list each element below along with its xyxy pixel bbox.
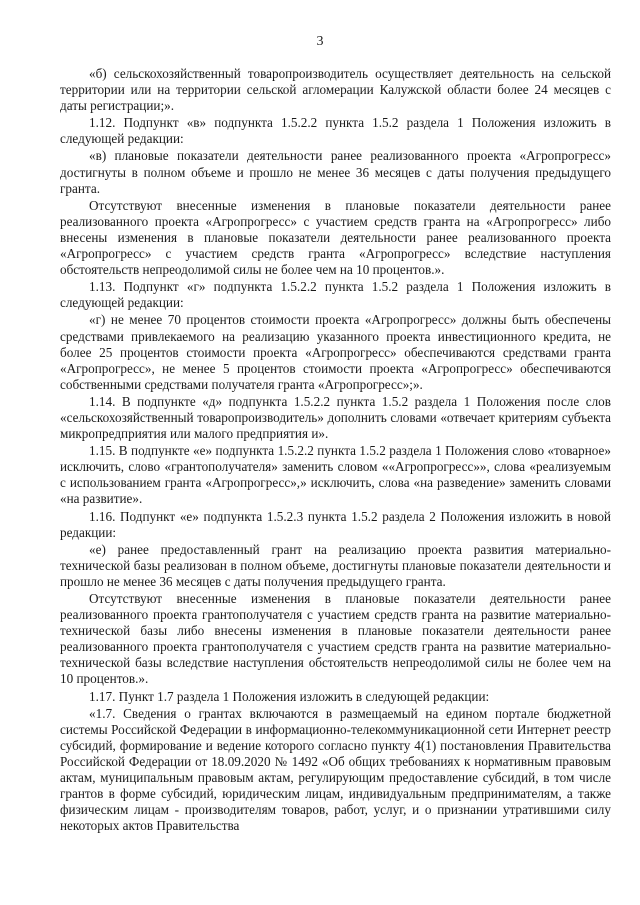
paragraph-b-condition: «б) сельскохозяйственный товаропроизводитель осуществляет деятельность на сельской территории или на территории сельской агломерации Калужской области более 24 месяцев с даты регистрации;».: [60, 66, 611, 114]
paragraph-1-15: 1.15. В подпункте «е» подпункта 1.5.2.2 пункта 1.5.2 раздела 1 Положения слово «товарное» исключить, слово «грантополучателя» заменить словом ««Агропрогресс»», слова «реализуемым с использованием гранта «Агропрогресс»,» исключить, слова «на разведение» заменить словами «на развитие».: [60, 443, 611, 507]
paragraph-1-7-text: «1.7. Сведения о грантах включаются в размещаемый на едином портале бюджетной системы Российской Федерации в информационно-телекоммуникационной сети Интернет реестр субсидий, формирование и ведение которого согласно пункту 4(1) постановления Правительства Российской Федерации от 18.09.2020 № 1492 «Об общих требованиях к нормативным правовым актам, муниципальным правовым актам, регулирующим предоставление субсидий, в том числе грантов в форме субсидий, юридическим лицам, индивидуальным предпринимателям, а также физическим лицам - производителям товаров, работ, услуг, и о признании утратившими силу некоторых актов Правительства: [60, 705, 611, 834]
paragraph-1-16: 1.16. Подпункт «е» подпункта 1.5.2.3 пункта 1.5.2 раздела 2 Положения изложить в новой редакции:: [60, 508, 611, 540]
paragraph-e-changes: Отсутствуют внесенные изменения в плановые показатели деятельности ранее реализованного проекта грантополучателя с участием средств гранта на развитие материально-технической базы либо внесены изменения в плановые показатели деятельности ранее реализованного проекта грантополучателя с участием средств гранта на развитие материально-технической базы вследствие наступления обстоятельств непреодолимой силы не более чем на 10 процентов.».: [60, 591, 611, 687]
paragraph-1-17: 1.17. Пункт 1.7 раздела 1 Положения изложить в следующей редакции:: [89, 688, 490, 704]
paragraph-1-12: 1.12. Подпункт «в» подпункта 1.5.2.2 пункта 1.5.2 раздела 1 Положения изложить в следующей редакции:: [60, 115, 611, 147]
paragraph-g-condition: «г) не менее 70 процентов стоимости проекта «Агропрогресс» должны быть обеспечены средствами привлекаемого на реализацию указанного проекта инвестиционного кредита, не более 25 процентов стоимости проекта «Агропрогресс» обеспечиваются средствами гранта «Агропрогресс», не менее 5 процентов стоимости проекта «Агропрогресс» обеспечиваются собственными средствами получателя гранта «Агропрогресс»;».: [60, 312, 611, 392]
paragraph-1-13: 1.13. Подпункт «г» подпункта 1.5.2.2 пункта 1.5.2 раздела 1 Положения изложить в следующей редакции:: [60, 279, 611, 311]
document-body: [60, 66, 611, 834]
paragraph-v-changes: Отсутствуют внесенные изменения в плановые показатели деятельности ранее реализованного проекта «Агропрогресс» с участием средств гранта на «Агропрогресс» либо внесены изменения в плановые показатели деятельности ранее реализованного проекта «Агропрогресс» с участием средств гранта «Агропрогресс» вследствие наступления обстоятельств непреодолимой силы не более чем на 10 процентов.».: [60, 197, 611, 278]
page-number: 3: [316, 34, 324, 49]
paragraph-1-14: 1.14. В подпункте «д» подпункта 1.5.2.2 пункта 1.5.2 раздела 1 Положения после слов «сельскохозяйственный товаропроизводитель» дополнить словами «отвечает критериям субъекта микропредприятия или малого предприятия и».: [60, 393, 611, 442]
paragraph-v-condition: «в) плановые показатели деятельности ранее реализованного проекта «Агропрогресс» достигнуты в полном объеме и прошло не менее 36 месяцев с даты получения предыдущего гранта.: [60, 148, 611, 196]
paragraph-e-condition: «е) ранее предоставленный грант на реализацию проекта развития материально-технической базы реализован в полном объеме, достигнуты плановые показатели деятельности и прошло не менее 36 месяцев с даты получения предыдущего гранта.: [60, 541, 611, 589]
